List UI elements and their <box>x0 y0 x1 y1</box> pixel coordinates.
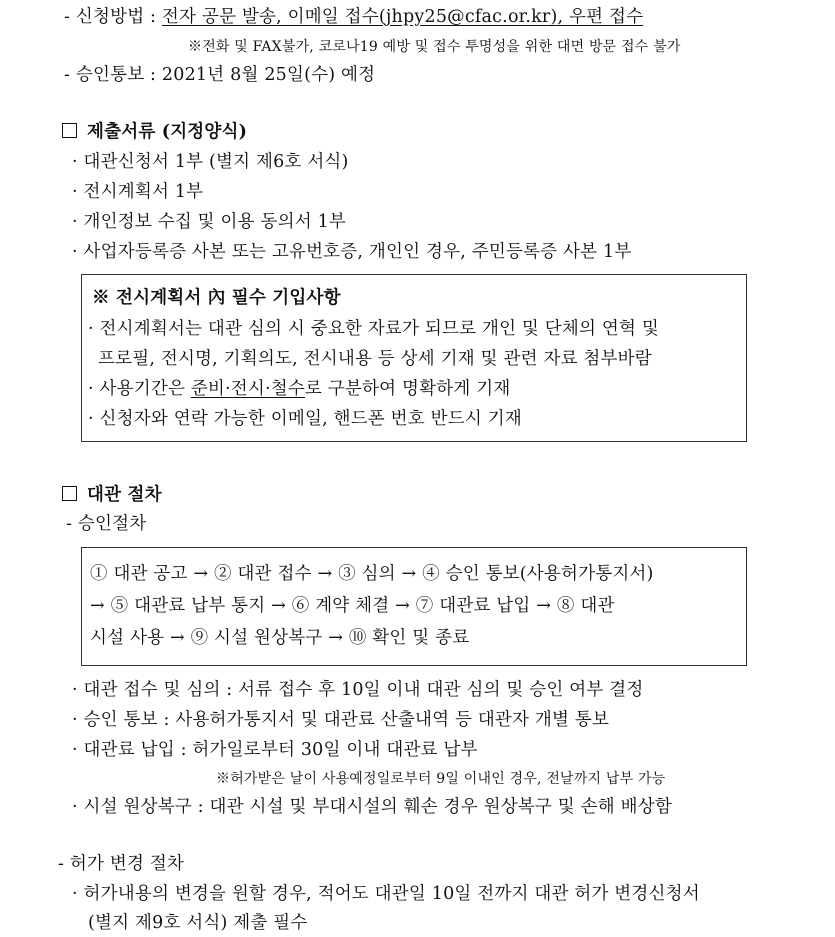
documents-heading-text: 제출서류 (지정양식) <box>87 122 248 142</box>
exhibition-plan-title: ※ 전시계획서 內 필수 기입사항 <box>92 288 341 308</box>
procedure-flow-line: 시설 사용 → ⑨ 시설 원상복구 → ⑩ 확인 및 종료 <box>90 628 470 648</box>
application-method-value: 전자 공문 발송, 이메일 접수(jhpy25@cfac.or.kr), 우편 접수 <box>161 7 644 27</box>
exhibition-plan-line-suffix: 로 구분하여 명확하게 기재 <box>304 379 511 399</box>
approval-notice: - 승인통보 : 2021년 8월 25일(수) 예정 <box>64 65 376 85</box>
exhibition-plan-line: · 전시계획서는 대관 심의 시 중요한 자료가 되므로 개인 및 단체의 연혁 및 <box>88 319 659 339</box>
exhibition-plan-line-underlined: 준비·전시·철수 <box>190 379 305 399</box>
procedure-heading <box>62 483 162 507</box>
procedure-flow-line: ① 대관 공고 → ② 대관 접수 → ③ 심의 → ④ 승인 통보(사용허가통지서) <box>90 564 654 584</box>
exhibition-plan-line: 프로필, 전시명, 기획의도, 전시내용 등 상세 기재 및 관련 자료 첨부바람 <box>98 349 652 369</box>
procedure-flow-line: → ⑤ 대관료 납부 통지 → ⑥ 계약 체결 → ⑦ 대관료 납입 → ⑧ 대관 <box>90 596 615 616</box>
procedure-subheading: - 승인절차 <box>66 514 147 534</box>
change-heading: - 허가 변경 절차 <box>58 854 185 874</box>
application-method-note: ※전화 및 FAX불가, 코로나19 예방 및 접수 투명성을 위한 대면 방문 접수 불가 <box>188 39 681 55</box>
application-method <box>64 5 643 29</box>
exhibition-plan-line <box>88 377 510 401</box>
document-item: · 대관신청서 1부 (별지 제6호 서식) <box>72 152 349 172</box>
document-item: · 사업자등록증 사본 또는 고유번호증, 개인인 경우, 주민등록증 사본 1부 <box>72 242 632 262</box>
change-line: · 허가내용의 변경을 원할 경우, 적어도 대관일 10일 전까지 대관 허가 변경신청서 <box>72 884 700 904</box>
procedure-detail: · 대관료 납입 : 허가일로부터 30일 이내 대관료 납부 <box>72 740 478 760</box>
document-item: · 전시계획서 1부 <box>72 182 204 202</box>
procedure-detail: · 승인 통보 : 사용허가통지서 및 대관료 산출내역 등 대관자 개별 통보 <box>72 710 610 730</box>
application-method-label: - 신청방법 : <box>64 7 162 27</box>
document-item: · 개인정보 수집 및 이용 동의서 1부 <box>72 212 347 232</box>
change-line: (별지 제9호 서식) 제출 필수 <box>88 913 308 933</box>
procedure-detail: · 대관 접수 및 심의 : 서류 접수 후 10일 이내 대관 심의 및 승인 여부 결정 <box>72 680 644 700</box>
checkbox-icon <box>62 123 77 138</box>
documents-heading <box>62 120 247 144</box>
checkbox-icon <box>62 486 77 501</box>
payment-note: ※허가받은 날이 사용예정일로부터 9일 이내인 경우, 전날까지 납부 가능 <box>216 771 666 787</box>
exhibition-plan-line-prefix: · 사용기간은 <box>88 379 191 399</box>
procedure-detail: · 시설 원상복구 : 대관 시설 및 부대시설의 훼손 경우 원상복구 및 손해 배상함 <box>72 797 672 817</box>
exhibition-plan-line: · 신청자와 연락 가능한 이메일, 핸드폰 번호 반드시 기재 <box>88 409 522 429</box>
procedure-heading-text: 대관 절차 <box>87 485 162 505</box>
